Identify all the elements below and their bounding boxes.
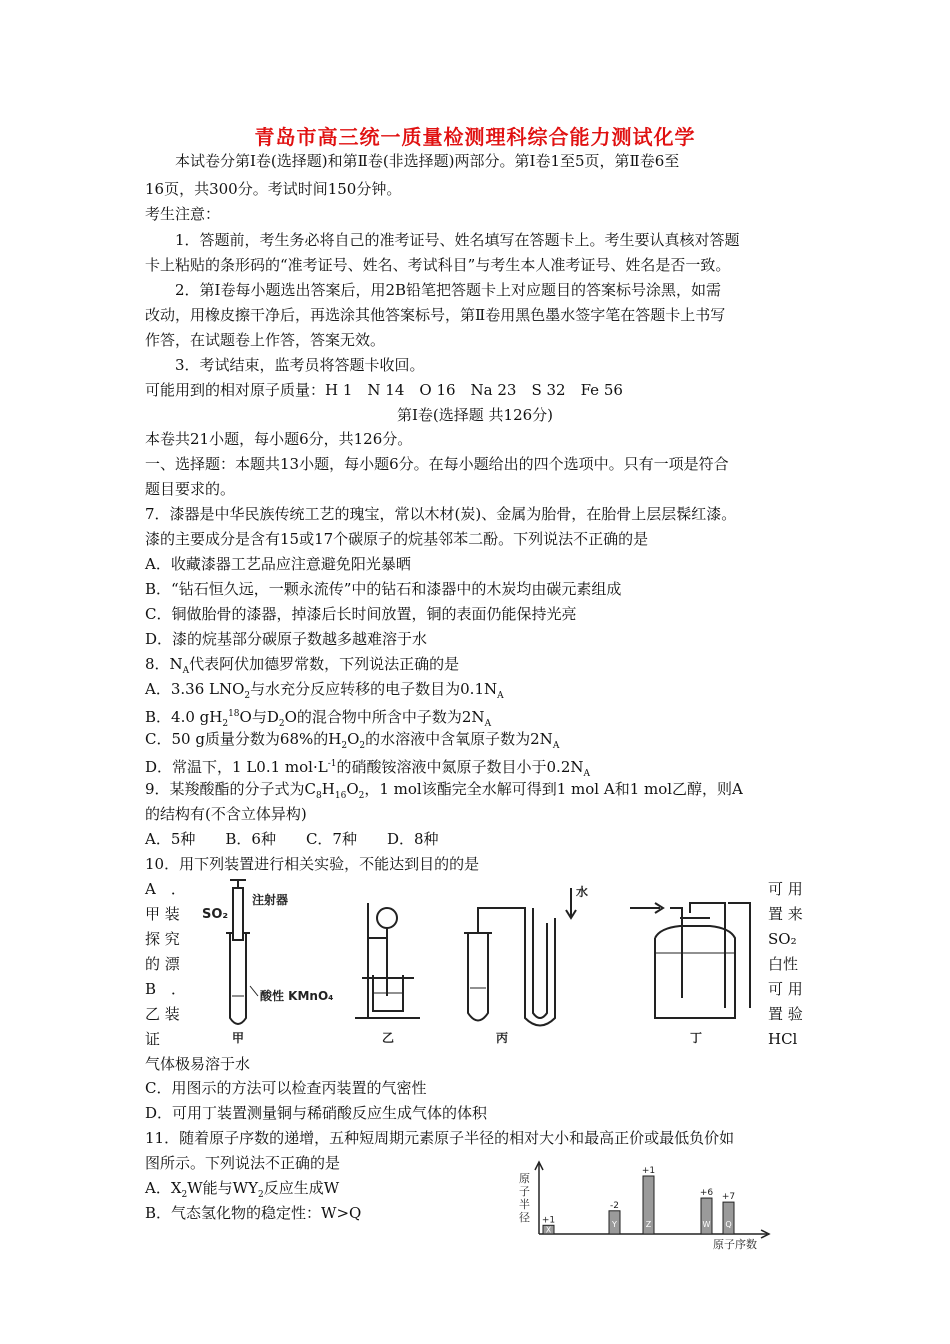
y-axis-label-char: 原 — [519, 1172, 530, 1185]
q10-left-text: 证 — [145, 1030, 161, 1048]
q10-right-text: 白性 — [768, 955, 799, 973]
q9-options: A．5种 B．6种 C．7种 D．8种 — [145, 830, 439, 848]
q10-left-text: 乙 装 — [145, 1005, 180, 1023]
element-label: Q — [725, 1220, 732, 1229]
valence-label: +1 — [541, 1215, 556, 1226]
element-label: Y — [612, 1220, 617, 1229]
valence-label: -2 — [610, 1200, 619, 1211]
apparatus-yi — [355, 903, 420, 1018]
q10-right-text: 置 验 — [768, 1005, 803, 1023]
q11-option-b: B．气态氢化物的稳定性：W>Q — [145, 1204, 362, 1222]
label-bing: 丙 — [496, 1031, 509, 1045]
y-axis-label-char: 子 — [519, 1185, 530, 1198]
q10-left-text: B ． — [145, 980, 187, 998]
q10-left-text: 甲 装 — [145, 905, 180, 923]
element-label: W — [702, 1220, 711, 1229]
q10-option-d: D．可用丁装置测量铜与稀硝酸反应生成气体的体积 — [145, 1104, 488, 1122]
notice-item: 1．答题前，考生务必将自己的准考证号、姓名填写在答题卡上。考生要认真核对答题 — [175, 231, 740, 249]
valence-label: +7 — [721, 1192, 736, 1203]
atomic-masses: 可能用到的相对原子质量：H 1 N 14 O 16 Na 23 S 32 Fe 56 — [145, 381, 623, 399]
q11-radius-chart — [505, 1160, 775, 1250]
q8-option-c: C．50 g质量分数为68%的$H_2O_2$的水溶液中含氧原子数为$2N_A$ — [145, 730, 560, 751]
valence-label: +1 — [641, 1166, 656, 1176]
element-label: X — [545, 1225, 552, 1235]
q11-stem: 图所示。下列说法不正确的是 — [145, 1154, 341, 1172]
q10-right-text: 可 用 — [768, 880, 803, 898]
q7-stem: 7．漆器是中华民族传统工艺的瑰宝，常以木材(炭)、金属为胎骨，在胎骨上层层髹红漆。 — [145, 505, 737, 523]
q10-text: 气体极易溶于水 — [145, 1055, 251, 1073]
valence-label: +6 — [699, 1188, 714, 1199]
x-axis-label: 原子序数 — [713, 1238, 757, 1250]
notice-item: 作答，在试题卷上作答，答案无效。 — [145, 331, 386, 349]
intro-line: 16页，共300分。考试时间150分钟。 — [145, 180, 402, 198]
notice-item: 改动，用橡皮擦干净后，再选涂其他答案标号，第Ⅱ卷用黑色墨水签字笔在答题卡上书写 — [145, 306, 726, 324]
part-instructions: 题目要求的。 — [145, 480, 236, 498]
notice-item: 2．第Ⅰ卷每小题选出答案后，用2B铅笔把答题卡上对应题目的答案标号涂黑，如需 — [175, 281, 722, 299]
q10-right-text: 置 来 — [768, 905, 803, 923]
q8-option-d: D．常温下，1 L0.1 $mol\cdot L^{-1}$的硝酸铵溶液中氮原子数目小于$0.2N_A$ — [145, 758, 590, 779]
notice-item: 卡上粘贴的条形码的“准考证号、姓名、考试科目”与考生本人准考证号、姓名是否一致。 — [145, 256, 731, 274]
label-jia: 甲 — [232, 1031, 245, 1045]
part-instructions: 一、选择题：本题共13小题，每小题6分。在每小题给出的四个选项中。只有一项是符合 — [145, 455, 729, 473]
section-summary: 本卷共21小题，每小题6分，共126分。 — [145, 430, 413, 448]
q11-option-a: A．$X_2W$能与$WY_2$反应生成W — [145, 1179, 340, 1200]
q10-stem: 10．用下列装置进行相关实验，不能达到目的的是 — [145, 855, 480, 873]
q11-stem: 11．随着原子序数的递增，五种短周期元素原子半径的相对大小和最高正价或最低负价如 — [145, 1129, 735, 1147]
q10-option-c: C．用图示的方法可以检查丙装置的气密性 — [145, 1079, 427, 1097]
intro-line: 本试卷分第Ⅰ卷(选择题)和第Ⅱ卷(非选择题)两部分。第Ⅰ卷1至5页，第Ⅱ卷6至 — [175, 152, 680, 170]
so2-label: SO₂ — [202, 907, 229, 922]
q10-apparatus-figure — [190, 878, 760, 1048]
notice-heading: 考生注意： — [145, 205, 221, 223]
q8-option-b: B．4.0 $gH_2^{18}O$与$D_2O$的混合物中所含中子数为$2N_A$ — [145, 708, 492, 729]
apparatus-ding — [630, 903, 750, 1018]
q10-right-text: HCl — [768, 1030, 798, 1048]
q8-option-a: A．3.36 $LNO_2$与水充分反应转移的电子数目为$0.1N_A$ — [145, 680, 504, 701]
y-axis-label — [519, 1172, 530, 1224]
q7-option-d: D．漆的烷基部分碳原子数越多越难溶于水 — [145, 630, 428, 648]
element-label: Z — [645, 1220, 652, 1229]
page-title: 青岛市高三统一质量检测理科综合能力测试化学 — [254, 125, 696, 149]
water-label: 水 — [576, 885, 589, 899]
notice-item: 3．考试结束，监考员将答题卡收回。 — [175, 356, 425, 374]
q10-left-text: A ． — [145, 880, 186, 898]
q10-right-text: 可 用 — [768, 980, 803, 998]
q10-right-text: SO₂ — [768, 930, 797, 948]
y-axis-label-char: 径 — [519, 1211, 530, 1224]
q9-stem: 9．某羧酸酯的分子式为$C_8H_{16}O_2$，1 mol该酯完全水解可得到1 mol A和1 mol乙醇，则A — [145, 780, 743, 801]
kmno4-label: 酸性 KMnO₄ — [260, 989, 334, 1003]
label-yi: 乙 — [382, 1031, 395, 1045]
q7-option-c: C．铜做胎骨的漆器，掉漆后长时间放置，铜的表面仍能保持光亮 — [145, 605, 577, 623]
label-ding: 丁 — [690, 1031, 703, 1045]
y-axis-label-char: 半 — [519, 1198, 530, 1211]
q9-stem: 的结构有(不含立体异构) — [145, 805, 307, 823]
section-heading: 第Ⅰ卷(选择题 共126分) — [396, 406, 554, 424]
bar-Q — [723, 1202, 734, 1234]
q7-option-a: A．收藏漆器工艺品应注意避免阳光暴晒 — [145, 555, 411, 573]
q7-stem: 漆的主要成分是含有15或17个碳原子的烷基邻苯二酚。下列说法不正确的是 — [145, 530, 649, 548]
syringe-label: 注射器 — [252, 893, 289, 907]
q8-stem: 8．$N_A$代表阿伏加德罗常数，下列说法正确的是 — [145, 655, 460, 676]
q10-left-text: 的 漂 — [145, 955, 180, 973]
apparatus-bing — [464, 888, 576, 1026]
q10-left-text: 探 究 — [145, 930, 180, 948]
q7-option-b: B．“钻石恒久远，一颗永流传”中的钻石和漆器中的木炭均由碳元素组成 — [145, 580, 622, 598]
